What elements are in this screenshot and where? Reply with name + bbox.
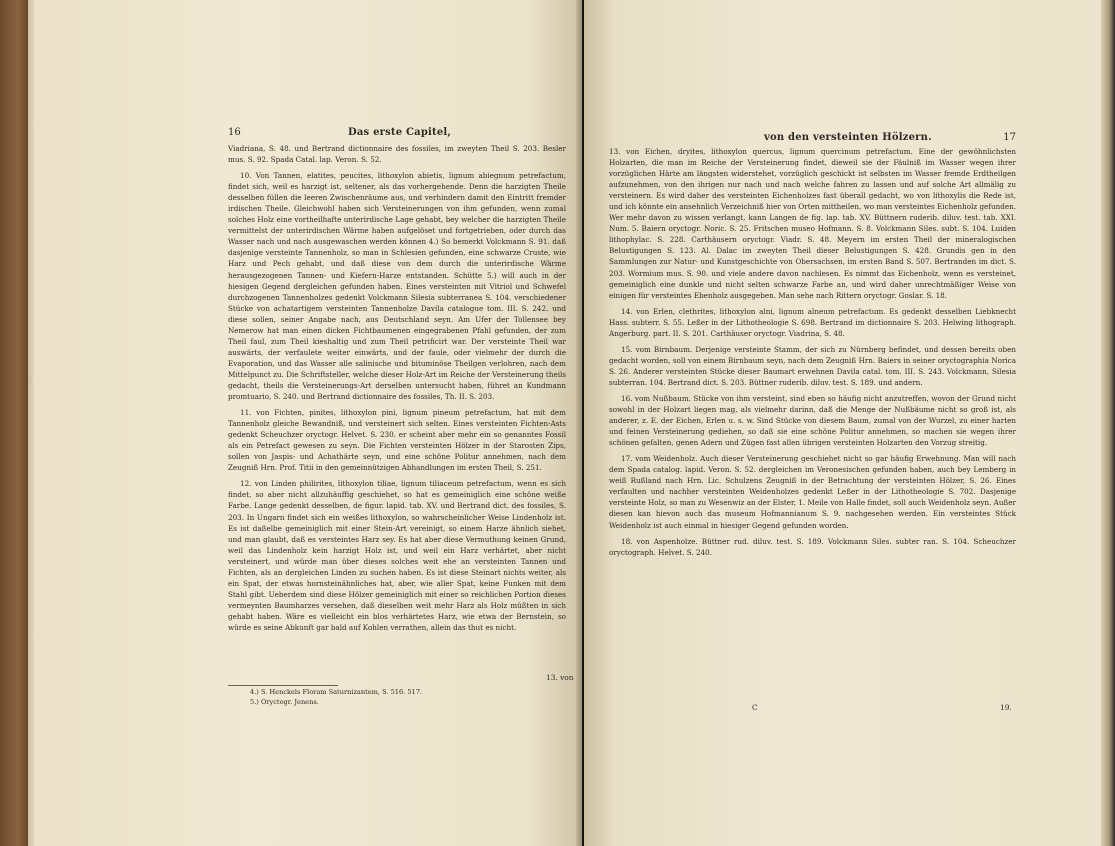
- book-cover-edge: [0, 0, 30, 846]
- left-paragraph: 10. Von Tannen, elatites, peucites, lithoxylon abietis, lignum abiegnum petrefactum, findet sich, weil es harzigt ist, seltener, als das vorhergehende. Denn die harzigten Theile desselben füllen die leeren Zwischenräume aus, und verhindern damit den Eintritt fremder irdischen Theile. Gleichwohl haben sich Versteinerungen von ihm gefunden, wenn zumal solches Holz eine vortheilhafte unterirdische Lage gehabt, bey welcher die harzigten Theile vermittelst der unterirdischen Wärme haben aufgelöset und fortgetrieben, oder durch das Wasser nach und nach ausgewaschen werden können 4.) So bemerkt Volckmann S. 91. daß dasjenige versteinte Tannenholz, so man in Schlesien gefunden, eine schwarze Cruste, wie Harz und Pech gehabt, und daß diese von dem durch die unterirdische Wärme herausgezogenen Tannen- und Kiefern-Harze entstanden. Schütte 5.) will auch in der hiesigen Gegend dergleichen gefunden haben. Eines versteinten mit Vitriol und Schwefel durchzogenen Tannenholzes gedenkt Volckmann Silesia subterranea S. 104. verschiedener Stücke von achatartigem versteinten Tannenholze Davila catalogue tom. III. S. 242. und diese sollen, seiner Angabe nach, aus Deutschland seyn. Am Ufer der Tollensee bey Nemerow hat man einen dicken Fichtbaumenen eingegrabenen Pfahl gefunden, der zum Theil faul, zum Theil kieshaltig und zum Theil petrificirt war. Der versteinte Theil war auswärts, der verfaulete weiter einwärts, und der faule, oder vielmehr der durch die Evaporation, und das Wasser alle salinische und bituminöse Theilgen verlohren, nach dem Mittelpunct zu. Die Schriftsteller, welche dieser Holz-Art im Reiche der Versteinerung theils gedacht, theils die Versteinerungs-Art derselben untersucht haben, führet an Kundmann promtuario, S. 240. und Bertrand dictionnaire des fossiles, Th. II. S. 203.: [228, 171, 566, 402]
- right-paragraph: 16. vom Nußbaum. Stücke von ihm versteint, sind eben so häufig nicht anzutreffen, wovon der Grund nicht sowohl in der Holzart liegen mag, als vielmehr darinn, daß die Menge der Nußbäume nicht so groß ist, als anderer, z. E. der Eichen, Erlen u. s. w. Sind Stücke von diesem Baum, zumal von der Wurzel, zu einer harten und feinen Versteinerung gediehen, so daß sie eine schöne Politur annehmen, so machen sie wegen ihrer schönen gefalten, genen Adern und Zügen fast allen übrigen versteinten Holzarten den Vorzug streitig.: [609, 393, 1016, 448]
- left-page-header: [228, 127, 566, 141]
- left-paragraph: Viadriana, S. 48. und Bertrand dictionnaire des fossiles, im zweyten Theil S. 203. Besler mus. S. 92. Spada Catal. lap. Veron. S. 52.: [228, 144, 566, 165]
- right-catchword: 19.: [1000, 703, 1012, 712]
- footnote: 5.) Oryctogr. Jenens.: [250, 698, 319, 706]
- signature-mark: C: [752, 703, 758, 712]
- left-running-head: Das erste Capitel,: [348, 127, 452, 138]
- footnote: 4.) S. Henckels Floram Saturnizantem, S. 516. 517.: [250, 688, 423, 696]
- right-paragraph: 17. vom Weidenholz. Auch dieser Versteinerung geschiehet nicht so gar häufig Erwehnung. Man will nach dem Spada catalog. lapid. Veron. S. 52. dergleichen im Veronesischen gefunden haben, auch bey Lemberg in weiß Rußland nach Hrn. Lic. Schulzens Zeugniß in der Betrachtung der versteinten Hölzer, S. 26. Eines verfaulten und nachher versteinten Weidenholzes gedenkt Leßer in der Lithotheologie S. 702. Dasjenige versteinte Holz, so man zu Wesenwiz an der Elster, 1. Meile von Halle findet, soll auch Weidenholz seyn. Außer diesen kan hievon auch das museum Hofmannianum S. 9. nachgesehen werden. Ein versteintes Stück Weidenholz ist auch einmal in hiesiger Gegend gefunden worden.: [609, 454, 1016, 530]
- right-page: [584, 0, 1101, 846]
- page-stack-edge-right: [1101, 0, 1115, 846]
- right-paragraph: 14. von Erlen, clethrites, lithoxylon alni, lignum alneum petrefactum. Es gedenkt desselben Liebknecht Hass. subterr. S. 55. Leßer in der Lithotheologie S. 698. Bertrand im dictionnaire S. 203. Helwing lithograph. Angerburg. part. II. S. 201. Carthäuser oryctogr. Viadrina, S. 48.: [609, 306, 1016, 338]
- right-paragraph: 15. vom Birnbaum. Derjenige versteinte Stamm, der sich zu Nürnberg befindet, und dessen bereits oben gedacht worden, soll von einem Birnbaum seyn, nach dem Zeugniß Hrn. Baiers in seiner oryctographia Norica S. 26. Anderer versteinten Stücke dieser Baumart erwehnen Davila catal. tom. III. S. 243. Volckmann, Silesia subterran. 104. Bertrand dict. S. 203. Büttner ruderib. diluv. test. S. 189. und andern.: [609, 344, 1016, 387]
- left-paragraph: 11. von Fichten, pinites, lithoxylon pini, lignum pineum petrefactum, hat mit dem Tannenholz gleiche Bewandniß, und versteinert sich selten. Eines versteinten Fichten-Asts gedenkt Scheuchzer oryctogr. Helvet. S. 230. er scheint aber mehr ein so genanntes Fossil als ein Petrefact gewesen zu seyn. Die Fichten versteinten Hölzer in der Starosten Zips, sollen von Jaspis- und Achathärte seyn, und eine schöne Politur annehmen, nach dem Zeugniß Hrn. Prof. Titii in den gemeinnützigen Abhandlungen im ersten Theil, S. 251.: [228, 408, 566, 473]
- right-page-body: [609, 146, 1016, 558]
- left-page-number: 16: [228, 127, 241, 138]
- right-page-number: 17: [1003, 132, 1016, 143]
- right-paragraph: 13. von Eichen, dryites, lithoxylon quercus, lignum quercinum petrefactum. Eine der gewöhnlichsten Holzarten, die man im Reiche der Versteinerung findet, dieweil sie der Fäulniß im Wasser wegen ihrer vorzüglichen Härte am längsten widerstehet, vorzüglich geschickt ist selbsten im Wasser fremde Erdtheilgen aufzunehmen, von den ihrigen nur nach und nach welche fahren zu lassen und auf solche Art allmälig zu versteinern. Es wird daher des versteinten Eichenholzes fast überall gedacht, wo von lithoxylis die Rede ist, und ich könnte ein ansehnlich Verzeichniß hier von Orten mittheilen, wo man versteintes Eichenholz gefunden. Wer mehr davon zu wissen verlangt, kann Langen de fig. lap. tab. XV. Büttnern ruderib. diluv. test. tab. XXI. Num. 5. Baiern oryctogr. Noric. S. 25. Fritschen museo Hofmann. S. 8. Volckmann Siles. subt. S. 104. Luiden lithophylac. S. 228. Carthäusern oryctogr. Viadr. S. 48. Meyern im ersten Theil der mineralogischen Belustigungen S. 123. Al. Dalac im zweyten Theil dieser Belustigungen S. 428. Grundis gen in den Sammlungen zur Natur- und Kunstgeschichte von Obersachsen, im ersten Band S. 507. Bertranden im dict. S. 203. Wormium mus. S. 90. und viele andere davon nachlesen. Es nimmt das Eichenholz, wenn es versteinet, gemeiniglich eine dunkle und nicht selten schwarze Farbe an, und wird daher unrechtmäßiger Weise von einigen für versteintes Ebenholz ausgegeben. Man sehe nach Rittern oryctogr. Goslar. S. 18.: [609, 147, 1016, 300]
- left-catchword: 13. von: [546, 673, 574, 682]
- right-running-head: von den versteinten Hölzern.: [764, 132, 932, 143]
- right-paragraph: 18. von Aspenholze. Büttner rud. diluv. test. S. 189. Volckmann Siles. subter ran. S. 104. Scheuchzer oryctograph. Helvet. S. 240.: [609, 536, 1016, 557]
- right-page-header: [609, 132, 1016, 146]
- left-paragraph: 12. von Linden philirites, lithoxylon tiliae, lignum tiliaceum petrefactum, wenn es sich findet, so aber nicht allzuhäuffig geschiehet, so hat es gemeiniglich eine schöne weiße Farbe. Lange gedenkt desselben, de figur. lapid. tab. XV. und Bertrand dict. des fossiles, S. 203. In Ungarn findet sich ein weißes lithoxylon, so wahrscheinlicher Weise Lindenholz ist. Es ist daßelbe gemeiniglich mit einer Stein-Art vereinigt, so einem Harze ähnlich siehet, und man glaubt, daß es versteintes Harz sey. Es hat aber diese Vermuthung keinen Grund, weil das Lindenholz kein harzigt Holz ist, und weil ein Harz verhärtet, aber nicht versteinert, und würde man über dieses solches weit ehe an versteinten Tannen und Fichten, als an dergleichen Linden zu suchen haben. Es ist diese Steinart nichts weiter, als ein Spat, der etwas hornsteinähnliches hat, aber, wie aller Spat, keine Funken mit dem Stahl gibt. Ueberdem sind diese Hölzer gemeiniglich mit einer so reichlichen Portion dieses vermeynten Baumharzes versehen, daß dieselben weit mehr Harz als Holz müßten in sich gehabt haben. Wäre es vielleicht ein blos verhärtetes Harz, wie etwa der Bernstein, so würde es seine Abkunft gar bald auf Kohlen verrathen, allein das thut es nicht.: [228, 479, 566, 632]
- left-page-body: [228, 143, 566, 633]
- left-page: [34, 0, 582, 846]
- footnote-rule: [228, 685, 338, 686]
